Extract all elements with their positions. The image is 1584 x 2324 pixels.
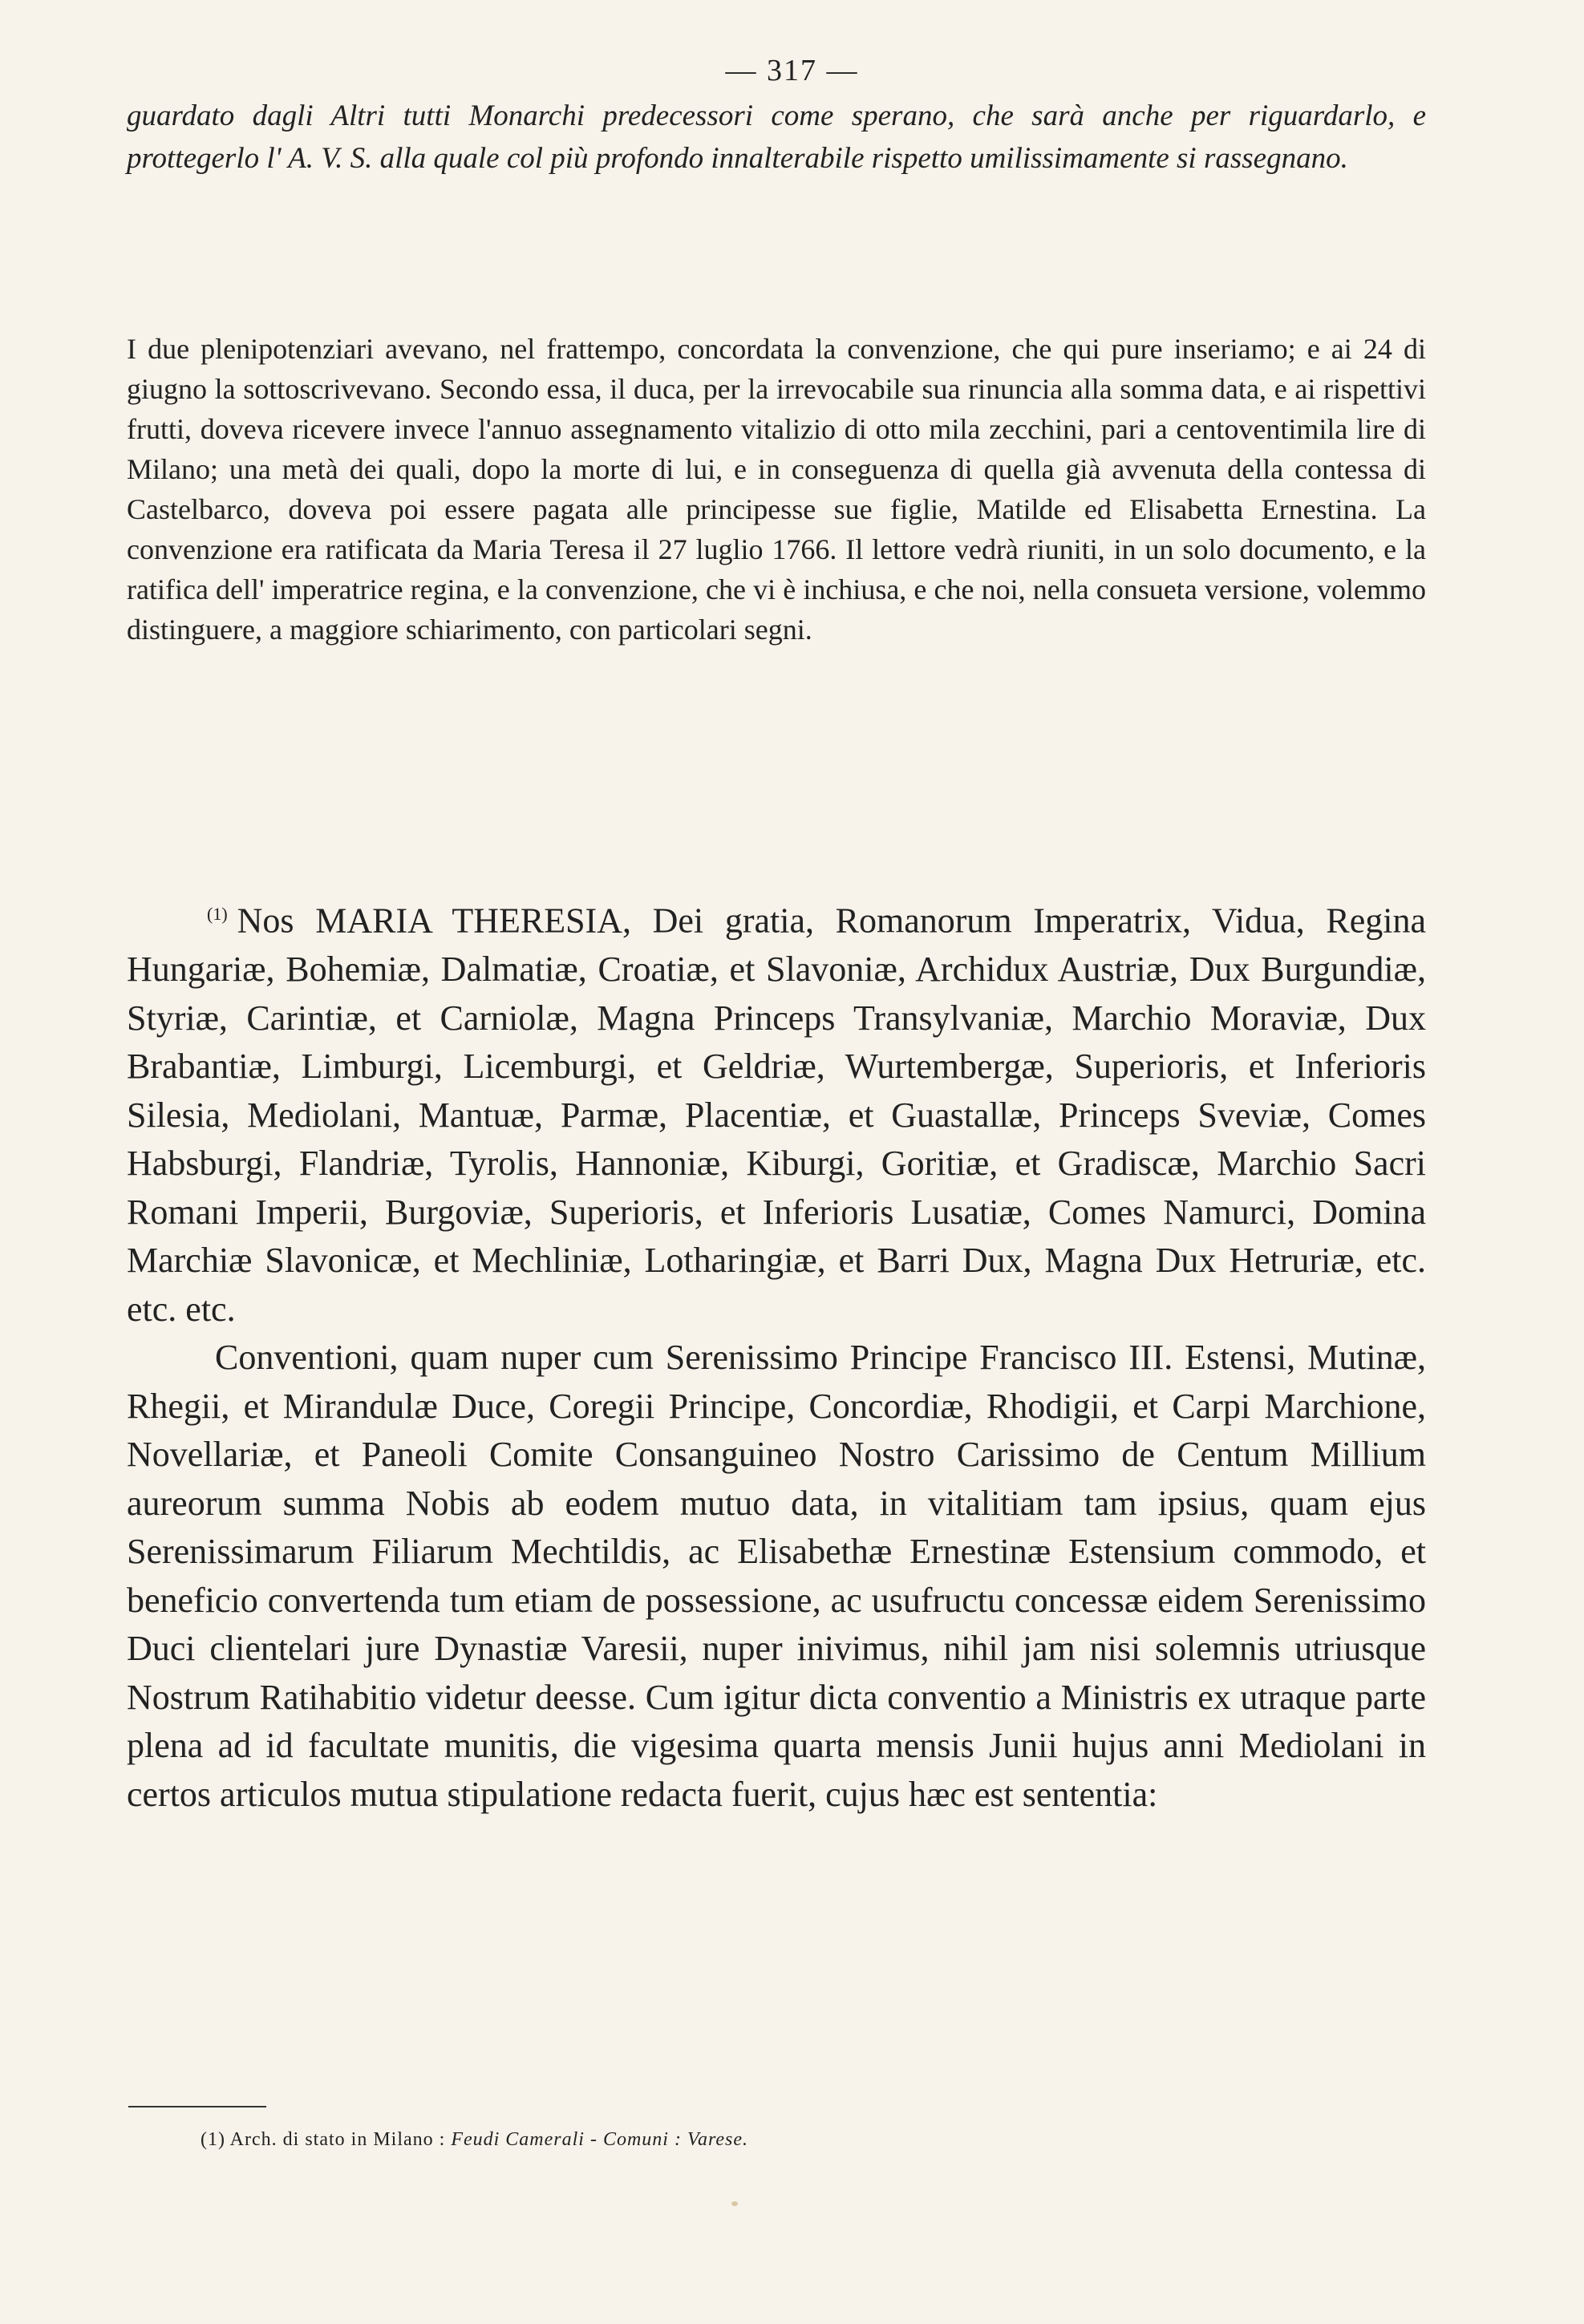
latin-paragraph-1-text: Nos MARIA THERESIA, Dei gratia, Romanorum Imperatrix, Vidua, Regina Hungariæ, Bohemiæ, Dalmatiæ, Croatiæ, et Slavoniæ, Archidux Austriæ, Dux Burgundiæ, Styriæ, Carintiæ, et Carniolæ, Magna Princeps Transylvaniæ, Marchio Moraviæ, Dux Brabantiæ, Limburgi, Licemburgi, et Geldriæ, Wurtembergæ, Superioris, et Inferioris Silesia, Mediolani, Mantuæ, Parmæ, Placentiæ, et Guastallæ, Princeps Sveviæ, Comes Habsburgi, Flandriæ, Tyrolis, Hannoniæ, Kiburgi, Goritiæ, et Gradiscæ, Marchio Sacri Romani Imperii, Burgoviæ, Superioris, et Inferioris Lusatiæ, Comes Namurci, Domina Marchiæ Slavonicæ, et Mechliniæ, Lotharingiæ, et Barri Dux, Magna Dux Hetruriæ, etc. etc. etc. <box>127 901 1426 1329</box>
footnote-divider <box>128 2106 266 2107</box>
page-number: — 317 — <box>725 54 859 87</box>
latin-paragraph-2: Conventioni, quam nuper cum Serenissimo Principe Francisco III. Estensi, Mutinæ, Rhegii, et Mirandulæ Duce, Coregii Principe, Concordiæ, Rhodigii, et Carpi Marchione, Novellariæ, et Paneoli Comite Consanguineo Nostro Carissimo de Centum Millium aureorum summa Nobis ab eodem mutuo data, in vitalitiam tam ipsius, quam ejus Serenissimarum Filiarum Mechtildis, ac Elisabethæ Ernestinæ Estensium commodo, et beneficio convertenda tum etiam de possessione, ac usufructu concessæ eidem Serenissimo Duci clientelari jure Dynastiæ Varesii, nuper inivimus, nihil jam nisi solemnis utriusque Nostrum Ratihabitio videtur deesse. Cum igitur dicta conventio a Ministris ex utraque parte plena ad id facultate munitis, die vigesima quarta mensis Junii hujus anni Mediolani in certos articulos mutua stipulatione redacta fuerit, cujus hæc est sententia: <box>127 1338 1426 1814</box>
footnote-text: Arch. di stato in Milano : <box>229 2129 446 2150</box>
intro-italic-paragraph: guardato dagli Altri tutti Monarchi predecessori come sperano, che sarà anche per riguardarlo, e prottegerlo l' A. V. S. alla quale col più profondo innalterabile rispetto umilissimamente si rassegnano. <box>127 99 1426 175</box>
footnote <box>201 2127 748 2152</box>
narrative-paragraph: I due plenipotenziari avevano, nel frattempo, concordata la convenzione, che qui pure inseriamo; e ai 24 di giugno la sottoscrivevano. Secondo essa, il duca, per la irrevocabile sua rinuncia alla somma data, e ai rispettivi frutti, doveva ricevere invece l'annuo assegnamento vitalizio di otto mila zecchini, pari a centoventimila lire di Milano; una metà dei quali, dopo la morte di lui, e in conseguenza di quella già avvenuta della contessa di Castelbarco, doveva poi essere pagata alle principesse sue figlie, Matilde ed Elisabetta Ernestina. La convenzione era ratificata da Maria Teresa il 27 luglio 1766. Il lettore vedrà riuniti, in un solo documento, e la ratifica dell' imperatrice regina, e la convenzione, che vi è inchiusa, e che noi, nella consueta versione, volemmo distinguere, a maggiore schiarimento, con particolari segni. <box>127 333 1426 646</box>
footnote-number: (1) <box>201 2129 225 2150</box>
footnote-italic-text: Feudi Camerali - Comuni : Varese. <box>451 2129 749 2150</box>
footnote-marker: (1) <box>207 904 228 924</box>
latin-paragraph-1 <box>127 890 1426 1334</box>
paper-speck <box>731 2201 738 2206</box>
latin-document <box>127 890 1426 1819</box>
